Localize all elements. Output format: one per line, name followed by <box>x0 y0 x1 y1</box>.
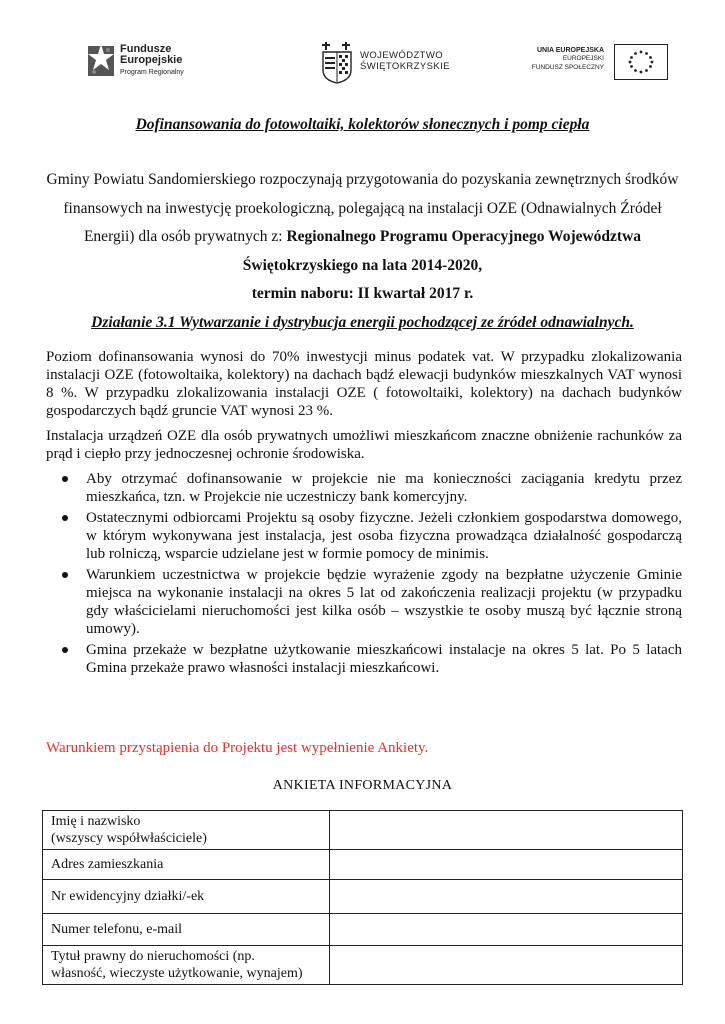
form-label: Nr ewidencyjny działki/-ek <box>43 880 330 914</box>
unia-europejska-logo <box>532 44 668 80</box>
fe-line2: Europejskie <box>120 54 183 67</box>
body-section <box>46 348 682 680</box>
table-row <box>43 850 683 880</box>
list-item <box>86 509 682 563</box>
conditions-list <box>46 470 682 677</box>
list-item-text: Aby otrzymać dofinansowanie w projekcie nie ma konieczności zaciągania kredytu przez mieszkańca, tzn. w Projekcie nie uczestniczy bank komercyjny. <box>86 471 682 505</box>
wojewodztwo-logo <box>320 40 450 84</box>
form-label: Numer telefonu, e-mail <box>43 914 330 946</box>
list-item-text: Warunkiem uczestnictwa w projekcie będzie wyrażenie zgody na bezpłatne użyczenie Gminie miejsca na wykonanie instalacji na okres 5 lat od zakończenia realizacji projektu (w przypadku gdy właścicielami nieruchomości jest kilka osób – wszystkie te osoby muszą być łącznie stroną umowy). <box>86 567 682 637</box>
table-row <box>43 811 683 850</box>
form-input-cell[interactable] <box>330 850 683 880</box>
form-input-cell[interactable] <box>330 880 683 914</box>
eu-flag-icon <box>614 44 668 80</box>
survey-form-table <box>42 810 683 985</box>
sw-line1: WOJEWÓDZTWO <box>360 50 444 62</box>
condition-notice: Warunkiem przystąpienia do Projektu jest wypełnienie Ankiety. <box>46 740 429 756</box>
eu-line3: FUNDUSZ SPOŁECZNY <box>531 63 604 71</box>
form-input-cell[interactable] <box>330 914 683 946</box>
bullet-icon <box>62 572 68 578</box>
form-input-cell[interactable] <box>330 946 683 985</box>
form-label: Adres zamieszkania <box>43 850 330 880</box>
document-title: Dofinansowania do fotowoltaiki, kolektorów słonecznych i pomp ciepła <box>135 116 590 133</box>
action-title: Działanie 3.1 Wytwarzanie i dystrybucja energii pochodzącej ze źródeł odnawialnych. <box>91 313 634 331</box>
fe-line3: Program Regionalny <box>120 68 184 76</box>
coat-of-arms-icon <box>320 40 354 84</box>
form-heading: ANKIETA INFORMACYJNA <box>272 778 453 793</box>
form-input-cell[interactable] <box>330 811 683 850</box>
list-item-text: Ostatecznymi odbiorcami Projektu są osoby fizyczne. Jeżeli członkiem gospodarstwa domowego, w którym wykonywana jest instalacja, jest osoba fizyczna prowadząca działalność gospodarczą lub rolniczą, wsparcie udzielane jest w formie pomocy de minimis. <box>86 510 682 562</box>
intro-text: Gminy Powiatu Sandomierskiego rozpoczynają przygotowania do pozyskania zewnętrznych środków finansowych na inwestycję proekologiczną, polegającą na instalacji OZE (Odnawialnych Źródeł Energii) dla osób prywatnych z: <box>46 171 679 245</box>
bullet-icon <box>62 647 68 653</box>
form-label: Tytuł prawny do nieruchomości (np. własność, wieczyste użytkowanie, wynajem) <box>43 946 330 985</box>
form-label: Imię i nazwisko (wszyscy współwłaściciele) <box>43 811 330 850</box>
bullet-icon <box>62 476 68 482</box>
header-logos <box>88 40 668 84</box>
eu-line2: EUROPEJSKI <box>562 55 604 63</box>
table-row <box>43 880 683 914</box>
sw-line2: ŚWIĘTOKRZYSKIE <box>360 61 450 72</box>
program-name: Regionalnego Programu Operacyjnego Województwa Świętokrzyskiego na lata 2014-2020, <box>242 228 642 274</box>
table-row <box>43 946 683 985</box>
bullet-icon <box>62 515 68 521</box>
paragraph-funding: Poziom dofinansowania wynosi do 70% inwestycji minus podatek vat. W przypadku zlokalizowania instalacji OZE (fotowoltaika, kolektory) na dachach bądź elewacji budynków mieszkalnych VAT wynosi 8 %. W przypadku zlokalizowania instalacji OZE ( fotowoltaiki, kolektory) na dachach budynków gospodarczych bądź gruncie VAT wynosi 23 %. <box>46 349 682 419</box>
paragraph-benefits: Instalacja urządzeń OZE dla osób prywatnych umożliwi mieszkańcom znaczne obniżenie rachunków za prąd i ciepło przy jednoczesnej ochronie środowiska. <box>46 428 682 462</box>
fe-star-icon <box>88 42 114 78</box>
fundusze-europejskie-logo <box>88 42 184 78</box>
list-item-text: Gmina przekaże w bezpłatne użytkowanie mieszkańcowi instalacje na okres 5 lat. Po 5 latach Gmina przekaże prawo własności instalacji mieszkańcowi. <box>86 642 682 676</box>
table-row <box>43 914 683 946</box>
list-item <box>86 566 682 638</box>
recruitment-term: termin naboru: II kwartał 2017 r. <box>251 285 474 302</box>
list-item <box>86 641 682 677</box>
intro-section <box>40 166 685 337</box>
list-item <box>86 470 682 506</box>
fe-line1: Fundusze <box>120 42 172 55</box>
eu-line1: UNIA EUROPEJSKA <box>536 47 604 54</box>
